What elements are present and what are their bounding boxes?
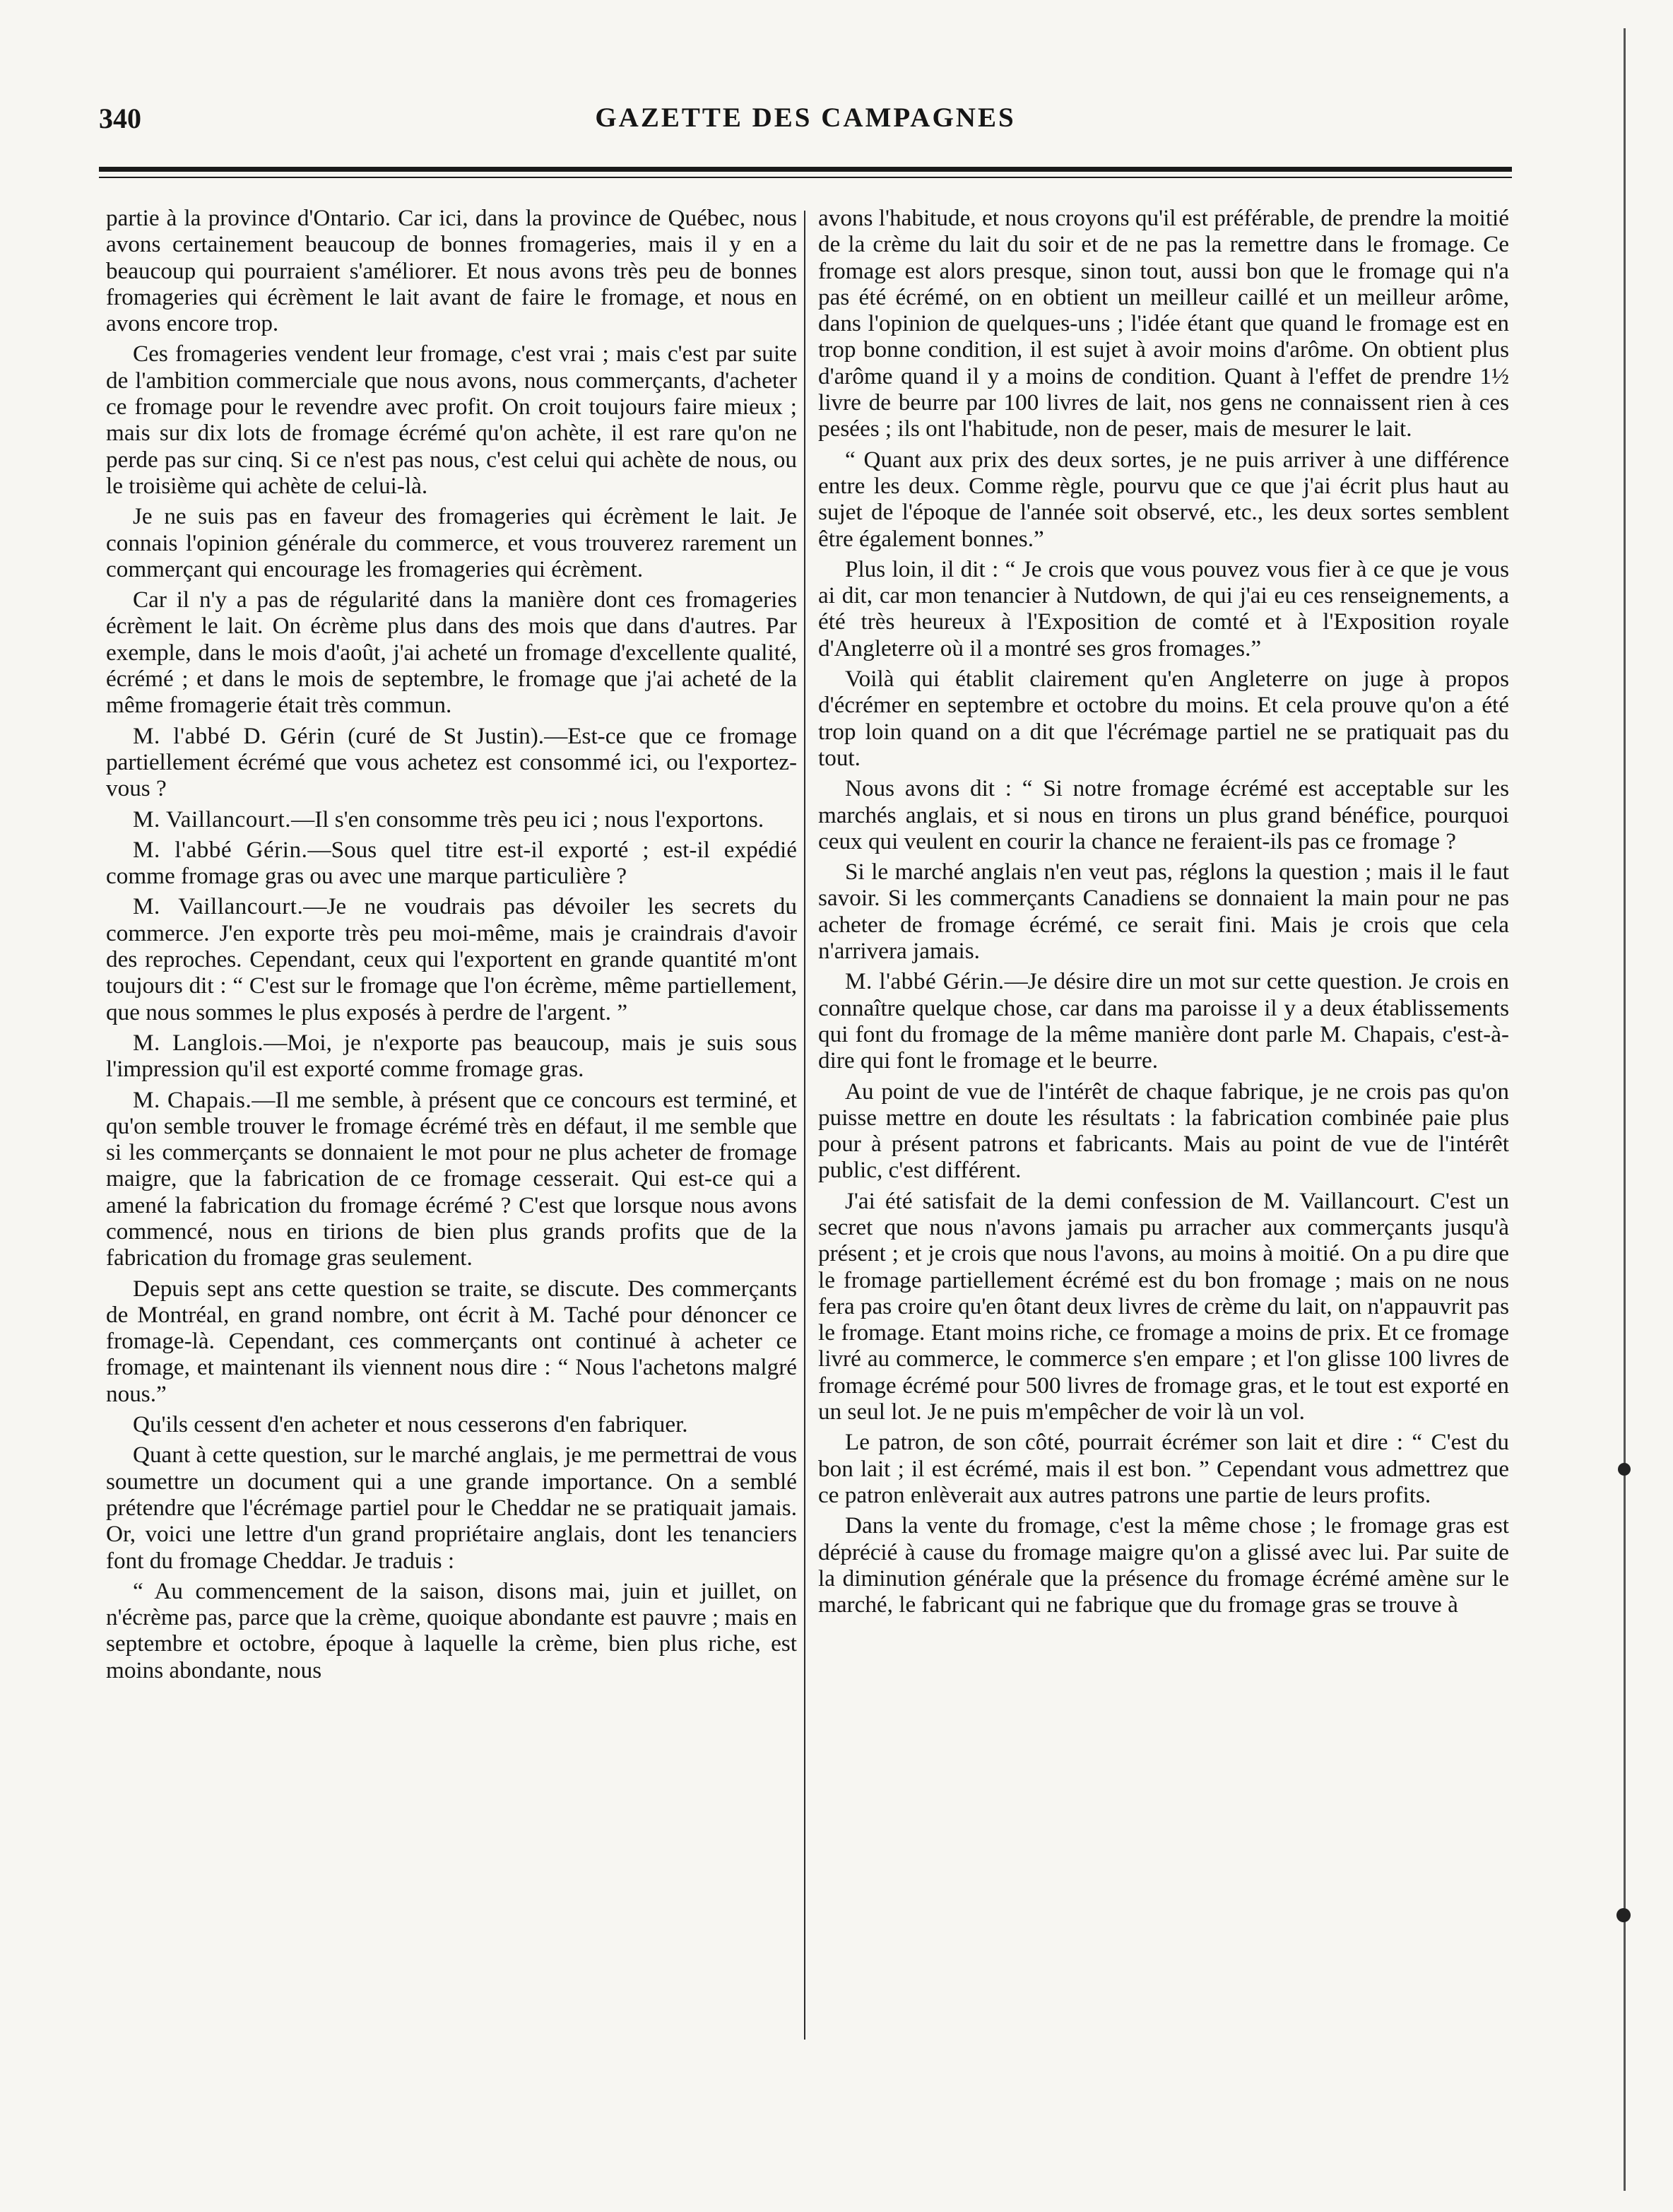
paragraph-text: J'ai été satisfait de la demi confession de M. Vaillancourt. C'est un secret que nous n'avons jamais pu arracher aux commerçants jusqu'à présent ; et je crois que nous l'avons, au moins à moitié. On a pu dire que le fromage partiellement écrémé est du bon fromage ; mais on ne nous fera pas croire qu'en ôtant deux livres de crème du lait, on n'appauvrit pas le fromage. Etant moins riche, ce fromage a moins de prix. Et ce fromage livré au commerce, le commerce s'en empare ; et l'on glisse 100 livres de fromage écrémé pour 500 livres de fromage gras, et le tout est exporté en un seul lot. Je ne puis m'empêcher de voir là un vol. [818, 1187, 1509, 1425]
paragraph-text: —Sous quel titre est-il exporté ; est-il expédié comme fromage gras ou avec une marque particulière ? [106, 836, 797, 890]
paragraph [106, 837, 797, 890]
paragraph-text: —Il s'en consomme très peu ici ; nous l'exportons. [291, 806, 764, 833]
paragraph [106, 1030, 797, 1083]
speaker-name: M. Vaillancourt. [133, 806, 291, 833]
paragraph [818, 1512, 1509, 1618]
paragraph [818, 859, 1509, 964]
paragraph-text: —Je désire dire un mot sur cette question. Je crois en connaître quelque chose, car dans ma paroisse il y a deux établissements qui font du fromage de la même manière dont parle M. Chapais, c'est-à-dire qui font le fromage et le beurre. [818, 968, 1509, 1074]
paragraph-text: Je ne suis pas en faveur des fromageries qui écrèment le lait. Je connais l'opinion générale du commerce, et vous trouverez rarement un commerçant qui encourage les fromageries qui écrèment. [106, 503, 797, 582]
page-header [99, 102, 1512, 144]
paragraph-text: —Moi, je n'exporte pas beaucoup, mais je suis sous l'impression qu'il est exporté comme fromage gras. [106, 1029, 797, 1083]
paragraph-text: —Je ne voudrais pas dévoiler les secrets du commerce. J'en exporte très peu moi-même, mais je craindrais d'avoir des reproches. Cependant, ceux qui l'exportent en grande quantité m'ont toujours dit : “ C'est sur le fromage que l'on écrème, même partiellement, que nous sommes le plus exposés à perdre de l'argent. ” [106, 893, 797, 1025]
paragraph-text: —Il me semble, à présent que ce concours est terminé, et qu'on semble trouver le fromage écrémé très en défaut, il me semble que si les commerçants se donnaient le mot pour ne plus acheter de fromage maigre, que la fabrication de ce fromage cesserait. Qui est-ce qui a amené la fabrication du fromage écrémé ? C'est que lorsque nous avons commencé, nous en tirions de bien plus grands profits que de la fabrication du fromage gras seulement. [106, 1086, 797, 1271]
binding-mark [1618, 1463, 1631, 1476]
paragraph [818, 1429, 1509, 1508]
paragraph-text: Dans la vente du fromage, c'est la même chose ; le fromage gras est déprécié à cause du fromage maigre qu'on a glissé avec lui. Par suite de la diminution générale que la présence du fromage écrémé amène sur le marché, le fabricant qui ne fabrique que du fromage gras se trouve à [818, 1512, 1509, 1618]
paragraph [106, 1578, 797, 1683]
paragraph [106, 341, 797, 499]
paragraph [106, 723, 797, 802]
speaker-name: M. l'abbé Gérin. [845, 968, 1005, 995]
binding-edge-line [1624, 28, 1626, 2191]
header-rule-thin [99, 177, 1512, 178]
paragraph [818, 1188, 1509, 1425]
paragraph [818, 968, 1509, 1073]
paragraph [106, 1087, 797, 1271]
paragraph [818, 447, 1509, 552]
paragraph [818, 1078, 1509, 1184]
paragraph [106, 205, 797, 336]
paragraph-text: avons l'habitude, et nous croyons qu'il est préférable, de prendre la moitié de la crème du lait du soir et de ne pas la remettre dans le fromage. Ce fromage est alors presque, sinon tout, aussi bon que le fromage qui n'a pas été écrémé, on en obtient un meilleur caillé et un meilleur arôme, dans l'opinion de quelques-uns ; l'idée étant que quand le fromage est en trop bonne condition, il est sujet à avoir moins d'arôme. On obtient plus d'arôme quand il y a moins de condition. Quant à l'effet de prendre 1½ livre de beurre par 100 livres de lait, nos gens ne connaissent rien à ces pesées ; ils ont l'habitude, non de peser, mais de mesurer le lait. [818, 205, 1509, 442]
column-divider [804, 211, 805, 2040]
paragraph-text: Le patron, de son côté, pourrait écrémer son lait et dire : “ C'est du bon lait ; il est écrémé, mais il est bon. ” Cependant vous admettrez que ce patron enlèverait aux autres patrons une partie de leurs profits. [818, 1429, 1509, 1508]
paragraph-text: Si le marché anglais n'en veut pas, réglons la question ; mais il le faut savoir. Si les commerçants Canadiens se donnaient la main pour ne pas acheter de fromage écrémé, ce serait fini. Mais je crois que cela n'arrivera jamais. [818, 859, 1509, 965]
paragraph-text: Ces fromageries vendent leur fromage, c'est vrai ; mais c'est par suite de l'ambition commerciale que nous avons, nous commerçants, d'acheter ce fromage pour le revendre avec profit. On croit toujours faire mieux ; mais sur dix lots de fromage écrémé qu'on achète, il est rare qu'on ne perde pas sur cinq. Si ce n'est pas nous, c'est celui qui achète de nous, ou le troisième qui achète de celui-là. [106, 341, 797, 499]
paragraph [106, 1276, 797, 1407]
paragraph [106, 587, 797, 718]
paragraph-text: Nous avons dit : “ Si notre fromage écrémé est acceptable sur les marchés anglais, et si nous en tirons un plus grand bénéfice, pourquoi ceux qui veulent en courir la chance ne feraient-ils pas ce fromage ? [818, 775, 1509, 854]
page-number: 340 [99, 102, 141, 134]
paragraph [818, 556, 1509, 661]
paragraph-text: (curé de St Justin).—Est-ce que ce fromage partiellement écrémé que vous achetez est consommé ici, ou l'exportez-vous ? [106, 722, 797, 802]
left-column [106, 205, 797, 1688]
paragraph [818, 205, 1509, 442]
paragraph-text: partie à la province d'Ontario. Car ici, dans la province de Québec, nous avons certainement beaucoup de bonnes fromageries, mais il y en a beaucoup qui pourraient s'améliorer. Et nous avons très peu de bonnes fromageries qui écrèment le lait avant de faire le fromage, et nous en avons encore trop. [106, 205, 797, 337]
paragraph [106, 1442, 797, 1573]
paragraph [106, 806, 797, 833]
paragraph [106, 503, 797, 582]
speaker-name: M. l'abbé Gérin. [133, 836, 308, 863]
paragraph [818, 666, 1509, 771]
paragraph [106, 1411, 797, 1437]
paragraph-text: Qu'ils cessent d'en acheter et nous cesserons d'en fabriquer. [133, 1411, 688, 1438]
paragraph-text: Plus loin, il dit : “ Je crois que vous pouvez vous fier à ce que je vous ai dit, car mon tenancier à Nutdown, de qui j'ai eu ces renseignements, a été très heureux à l'Exposition de comté et à l'Exposition royale d'Angleterre où il a montré ses gros fromages.” [818, 555, 1509, 661]
paragraph-text: Car il n'y a pas de régularité dans la manière dont ces fromageries écrèment le lait. On écrème plus dans des mois que dans d'autres. Par exemple, dans le mois d'août, j'ai acheté un fromage d'excellente qualité, écrémé ; et dans le mois de septembre, le fromage que j'ai acheté de la même fromagerie était très commun. [106, 587, 797, 719]
speaker-name: M. Vaillancourt. [133, 893, 304, 920]
running-title: GAZETTE DES CAMPAGNES [595, 102, 1016, 133]
speaker-name: M. l'abbé D. Gérin [133, 722, 336, 749]
binding-mark [1616, 1908, 1631, 1922]
right-column [818, 205, 1509, 1622]
speaker-name: M. Chapais. [133, 1086, 252, 1113]
paragraph-text: Quant à cette question, sur le marché anglais, je me permettrai de vous soumettre un document qui a une grande importance. On a semblé prétendre que l'écrémage partiel pour le Cheddar ne se pratiquait jamais. Or, voici une lettre d'un grand propriétaire anglais, dont les tenanciers font du fromage Cheddar. Je traduis : [106, 1442, 797, 1574]
paragraph-text: “ Quant aux prix des deux sortes, je ne puis arriver à une différence entre les deux. Comme règle, pourvu que ce que j'ai écrit plus haut au sujet de l'époque de l'année soit observé, etc., les deux sortes semblent être également bonnes.” [818, 446, 1509, 552]
speaker-name: M. Langlois. [133, 1029, 264, 1056]
paragraph [106, 893, 797, 1025]
paragraph-text: Voilà qui établit clairement qu'en Angleterre on juge à propos d'écrémer en septembre et octobre du moins. Et cela prouve qu'on a été trop loin quand on a dit que l'écrémage partiel ne se pratiquait pas du tout. [818, 666, 1509, 771]
paragraph [818, 775, 1509, 854]
paragraph-text: Depuis sept ans cette question se traite, se discute. Des commerçants de Montréal, en grand nombre, ont écrit à M. Taché pour dénoncer ce fromage-là. Cependant, ces commerçants ont continué à acheter ce fromage, et maintenant ils viennent nous dire : “ Nous l'achetons malgré nous.” [106, 1275, 797, 1407]
header-rule-thick [99, 167, 1512, 172]
paragraph-text: Au point de vue de l'intérêt de chaque fabrique, je ne crois pas qu'on puisse mettre en doute les résultats : la fabrication combinée paie plus pour à présent patrons et fabricants. Mais au point de vue de l'intérêt public, c'est différent. [818, 1078, 1509, 1184]
paragraph-text: “ Au commencement de la saison, disons mai, juin et juillet, on n'écrème pas, parce que la crème, quoique abondante est pauvre ; mais en septembre et octobre, époque à laquelle la crème, bien plus riche, est moins abondante, nous [106, 1577, 797, 1683]
